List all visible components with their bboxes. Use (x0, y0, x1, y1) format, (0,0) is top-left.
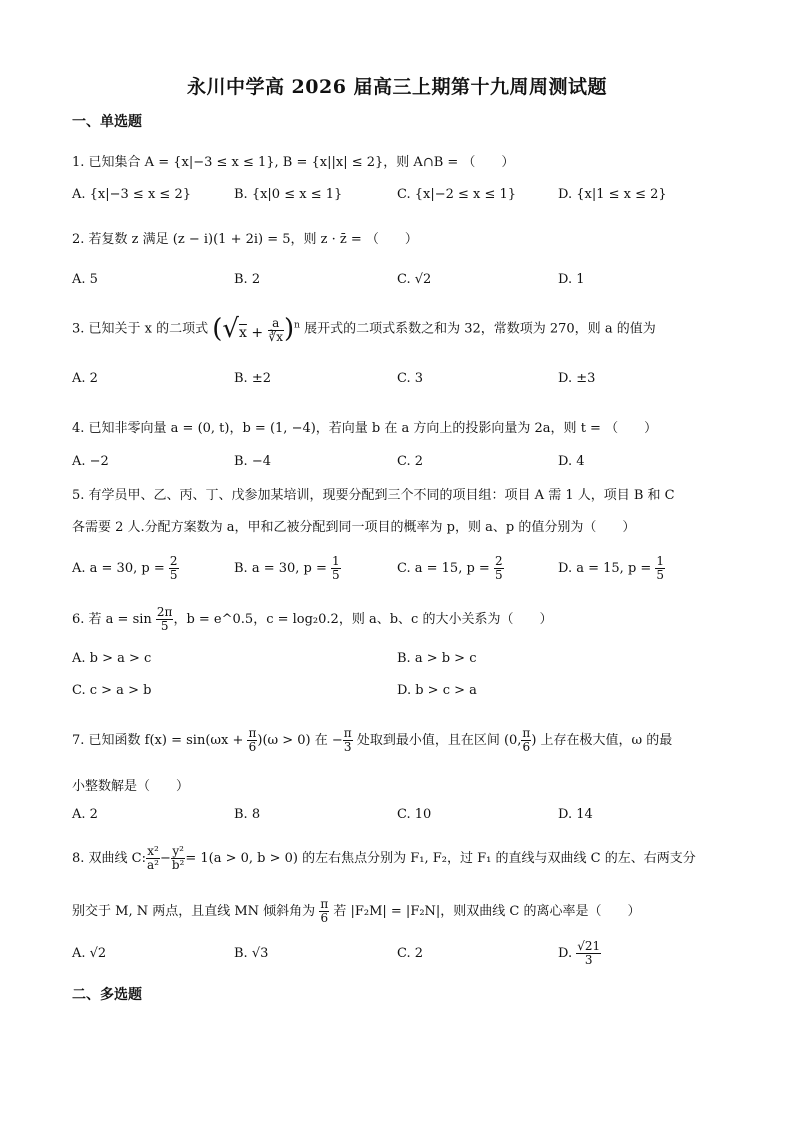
q7-option-d: D. 14 (558, 807, 593, 822)
question-6-stem: 6. 若 a = sin $\frac{2\pi}{5}$ ，b = e^0.5，c = log₂0.2，则 a、b、c 的大小关系为（ ） (72, 605, 553, 633)
q1-option-b: B. {x|0 ≤ x ≤ 1} (234, 187, 343, 202)
q6-option-d: D. b > c > a (397, 683, 477, 698)
q6-option-a: A. b > a > c (72, 651, 152, 666)
page-title: 永川中学高 2026 届高三上期第十九周周测试题 (186, 76, 608, 98)
q7-option-c: C. 10 (397, 807, 432, 822)
q8-option-a: A. √2 (72, 946, 107, 961)
question-4-stem: 4. 已知非零向量 a = (0, t)，b = (1, −4)，若向量 b 在 a 方向上的投影向量为 2a，则 t = （ ） (72, 421, 658, 436)
q4-option-a: A. −2 (72, 454, 109, 469)
question-5-stem-line1: 5. 有学员甲、乙、丙、丁、戊参加某培训，现要分配到三个不同的项目组：项目 A 需 1 人，项目 B 和 C (72, 488, 675, 503)
q3-option-c: C. 3 (397, 371, 424, 386)
q5-option-a: A. a = 30, p = $\frac{2}{5}$ (72, 554, 178, 582)
q4-option-b: B. −4 (234, 454, 271, 469)
q5-option-c: C. a = 15, p = $\frac{2}{5}$ (397, 554, 503, 582)
question-3-stem (72, 314, 656, 344)
q5-option-b: B. a = 30, p = $\frac{1}{5}$ (234, 554, 340, 582)
q1-option-a: A. {x|−3 ≤ x ≤ 2} (72, 187, 191, 202)
q3-option-b: B. ±2 (234, 371, 271, 386)
question-1-stem: 1. 已知集合 A = {x|−3 ≤ x ≤ 1}, B = {x||x| ≤ 2}，则 A∩B = （ ） (72, 155, 515, 170)
binomial-expression: (√x + $\frac{a}{∛x}$ )$^n$ (212, 314, 300, 344)
q3-option-d: D. ±3 (558, 371, 596, 386)
q4-option-c: C. 2 (397, 454, 424, 469)
q8-option-d: D. $\frac{√21}{3}$ (558, 939, 601, 967)
question-8-stem-line1: 8. 双曲线 C: $\frac{\text{x²}}{\text{a²}}$ − $\frac{\text{y²}}{\text{b²}}$ = 1(a > 0, b > 0) 的左右焦点分别为 F₁, F₂，过 F₁ 的直线与双曲线 C 的左、右两支分 (72, 844, 696, 872)
question-5-stem-line2: 各需要 2 人.分配方案数为 a，甲和乙被分配到同一项目的概率为 p，则 a、p 的值分别为（ ） (72, 520, 636, 535)
q3-stem-pre: 3. 已知关于 x 的二项式 (72, 321, 209, 337)
question-7-stem-line2: 小整数解是（ ） (72, 779, 190, 794)
q2-option-c: C. √2 (397, 272, 432, 287)
q7-option-b: B. 8 (234, 807, 261, 822)
q7-option-a: A. 2 (72, 807, 98, 822)
section-heading-single-choice: 一、单选题 (72, 114, 142, 130)
q6-option-b: B. a > b > c (397, 651, 477, 666)
q2-option-b: B. 2 (234, 272, 261, 287)
question-8-stem-line2: 别交于 M, N 两点，且直线 MN 倾斜角为 $\frac{\pi}{6}$ 若 |F₂M| = |F₂N|，则双曲线 C 的离心率是（ ） (72, 897, 641, 925)
q4-option-d: D. 4 (558, 454, 585, 469)
question-2-stem: 2. 若复数 z 满足 (z − i)(1 + 2i) = 5，则 z · z̄ = （ ） (72, 232, 418, 247)
section-heading-multiple-choice: 二、多选题 (72, 987, 142, 1003)
q3-option-a: A. 2 (72, 371, 98, 386)
q1-option-c: C. {x|−2 ≤ x ≤ 1} (397, 187, 517, 202)
q6-option-c: C. c > a > b (72, 683, 152, 698)
q8-option-c: C. 2 (397, 946, 424, 961)
question-7-stem-line1: 7. 已知函数 f(x) = sin(ωx + $\frac{\pi}{6}$ )(ω > 0) 在 − $\frac{\pi}{3}$ 处取到最小值，且在区间 (0, $\frac{\pi}{6}$ ) 上存在极大值，ω 的最 (72, 726, 673, 754)
q5-option-d: D. a = 15, p = $\frac{1}{5}$ (558, 554, 665, 582)
q1-option-d: D. {x|1 ≤ x ≤ 2} (558, 187, 667, 202)
q2-option-d: D. 1 (558, 272, 585, 287)
q8-option-b: B. √3 (234, 946, 269, 961)
q2-option-a: A. 5 (72, 272, 98, 287)
q3-stem-post: 展开式的二项式系数之和为 32，常数项为 270，则 a 的值为 (304, 321, 656, 337)
